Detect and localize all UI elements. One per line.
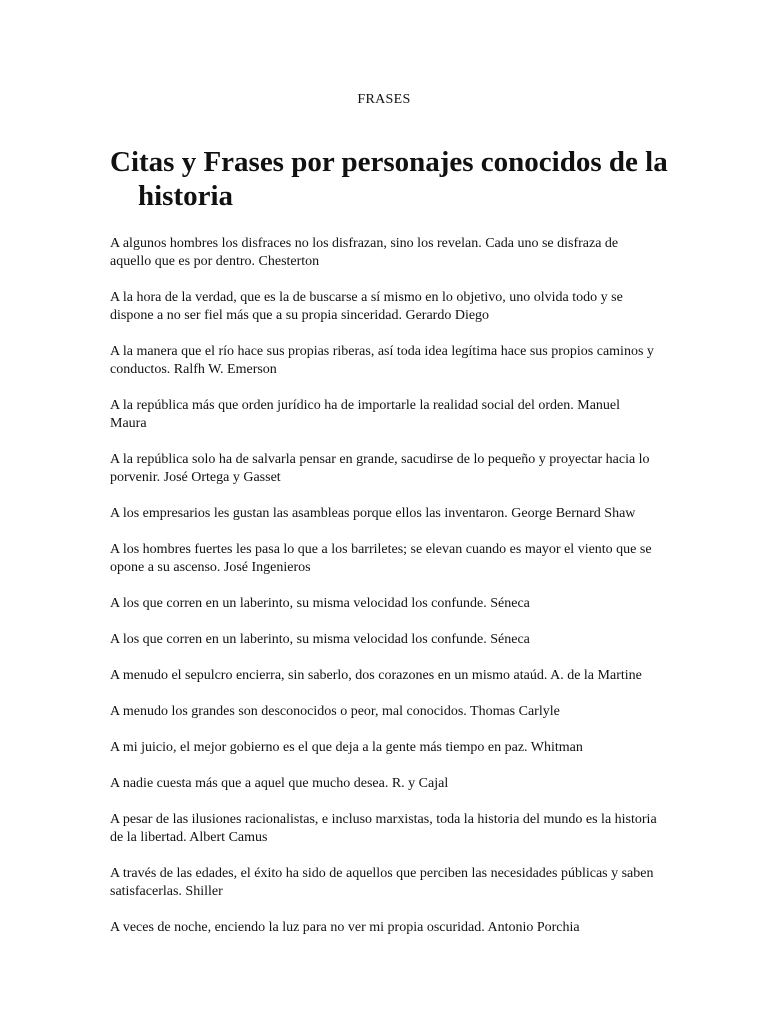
quote-item: A los que corren en un laberinto, su misma velocidad los confunde. Séneca — [110, 596, 530, 611]
quote-item: A algunos hombres los disfraces no los disfrazan, sino los revelan. Cada uno se disfraza de aquello que es por dentro. Chesterton — [110, 236, 619, 269]
quote-item: A la manera que el río hace sus propias riberas, así toda idea legítima hace sus propios caminos y conductos. Ralfh W. Emerson — [110, 344, 654, 377]
quote-item: A menudo los grandes son desconocidos o peor, mal conocidos. Thomas Carlyle — [110, 704, 560, 719]
quote-item: A pesar de las ilusiones racionalistas, e incluso marxistas, toda la historia del mundo es la historia de la libertad. Albert Camus — [110, 812, 657, 845]
page-header: FRASES — [357, 92, 411, 107]
quote-item: A los hombres fuertes les pasa lo que a los barriletes; se elevan cuando es mayor el viento que se opone a su ascenso. José Ingenieros — [110, 542, 652, 575]
quote-item: A la república más que orden jurídico ha de importarle la realidad social del orden. Manuel Maura — [110, 398, 621, 431]
quote-item: A los que corren en un laberinto, su misma velocidad los confunde. Séneca — [110, 632, 530, 647]
quote-item: A los empresarios les gustan las asambleas porque ellos las inventaron. George Bernard Shaw — [110, 506, 636, 521]
quote-item: A nadie cuesta más que a aquel que mucho desea. R. y Cajal — [110, 776, 449, 791]
page-title: Citas y Frases por personajes conocidos de la historia — [110, 146, 668, 212]
quote-item: A veces de noche, enciendo la luz para no ver mi propia oscuridad. Antonio Porchia — [110, 920, 580, 935]
quote-item: A través de las edades, el éxito ha sido de aquellos que perciben las necesidades públicas y saben satisfacerlas. Shiller — [110, 866, 654, 899]
quote-item: A la república solo ha de salvarla pensar en grande, sacudirse de lo pequeño y proyectar hacia lo porvenir. José Ortega y Gasset — [110, 452, 650, 485]
quote-list — [110, 235, 658, 955]
quote-item: A menudo el sepulcro encierra, sin saberlo, dos corazones en un mismo ataúd. A. de la Martine — [110, 668, 642, 683]
quote-item: A la hora de la verdad, que es la de buscarse a sí mismo en lo objetivo, uno olvida todo y se dispone a no ser fiel más que a su propia sinceridad. Gerardo Diego — [110, 290, 623, 323]
quote-item: A mi juicio, el mejor gobierno es el que deja a la gente más tiempo en paz. Whitman — [110, 740, 583, 755]
